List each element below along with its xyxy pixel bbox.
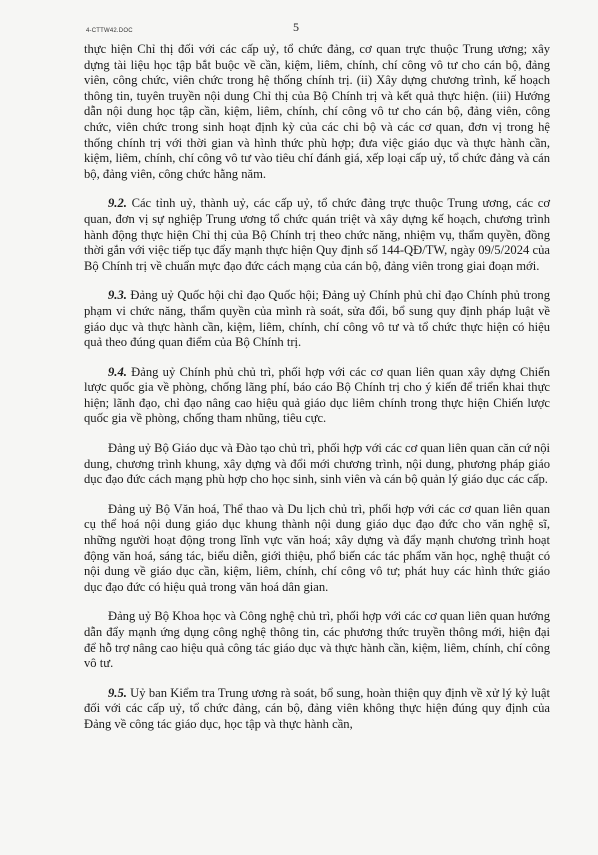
- section-number: 9.4.: [108, 364, 127, 379]
- paragraph-text: Đảng uỷ Bộ Văn hoá, Thể thao và Du lịch chủ trì, phối hợp với các cơ quan liên quan cụ thể hoá nội dung giáo dục khung thành nội dung giáo dục đạo đức cho văn nghệ sĩ, những người hoạt động trong lĩnh vực văn hoá; xây dựng và đẩy mạnh chương trình hoạt động văn hoá, sáng tác, biểu diễn, giới thiệu, phổ biến các tác phẩm văn học, nghệ thuật có nội dung về giáo dục cần, kiệm, liêm, chính, chí công vô tư; phát huy các hình thức giáo dục đạo đức có hiệu quả trong văn hoá dân gian.: [84, 501, 550, 594]
- paragraph: [84, 288, 550, 350]
- paragraph: [84, 365, 550, 427]
- section-number: 9.2.: [108, 196, 127, 211]
- paragraph: [84, 609, 550, 671]
- paragraph: [84, 502, 550, 596]
- section-number: 9.3.: [108, 288, 127, 303]
- paragraph: [84, 441, 550, 488]
- section-number: 9.5.: [108, 685, 127, 700]
- document-body: [84, 42, 550, 747]
- paragraph-text: Uỷ ban Kiểm tra Trung ương rà soát, bổ sung, hoàn thiện quy định về xử lý kỷ luật đối với các cấp uỷ, tổ chức đảng, cán bộ, đảng viên không thực hiện đúng quy định của Đảng về công tác giáo dục, học tập và thực hành cần,: [84, 685, 550, 731]
- page-number: 5: [293, 20, 299, 34]
- paragraph-text: Đảng uỷ Quốc hội chỉ đạo Quốc hội; Đảng uỷ Chính phủ chỉ đạo Chính phủ trong phạm vi chức năng, thẩm quyền của mình rà soát, sửa đổi, bổ sung quy định pháp luật về giáo dục và thực hành cần, kiệm, liêm, chính, chí công vô tư và tổ chức thực hiện có hiệu quả theo đúng quan điểm của Bộ Chính trị.: [84, 288, 550, 350]
- paragraph-text: Đảng uỷ Chính phủ chủ trì, phối hợp với các cơ quan liên quan xây dựng Chiến lược quốc gia về phòng, chống lãng phí, báo cáo Bộ Chính trị cho ý kiến để triển khai thực hiện; lãnh đạo, chỉ đạo nâng cao hiệu quả giáo dục liêm chính trong thực hiện Chiến lược quốc gia về phòng, chống tham nhũng, tiêu cực.: [84, 364, 550, 426]
- document-file-id: 4-CTTW42.DOC: [86, 28, 133, 34]
- paragraph: [84, 686, 550, 733]
- paragraph-text: Các tỉnh uỷ, thành uỷ, các cấp uỷ, tổ chức đảng trực thuộc Trung ương, các cơ quan, đơn vị sự nghiệp Trung ương tổ chức quán triệt và xây dựng kế hoạch, chương trình hành động thực hiện Chỉ thị của Bộ Chính trị theo chức năng, nhiệm vụ, thẩm quyền, đồng thời gắn với việc tiếp tục đẩy mạnh thực hiện Quy định số 144-QĐ/TW, ngày 09/5/2024 của Bộ Chính trị về chuẩn mực đạo đức cách mạng của cán bộ, đảng viên trong giai đoạn mới.: [84, 196, 550, 273]
- paragraph-text: thực hiện Chỉ thị đối với các cấp uỷ, tổ chức đảng, cơ quan trực thuộc Trung ương; xây dựng tài liệu học tập bắt buộc về cần, kiệm, liêm, chính, chí công vô tư cho cán bộ, đảng viên, công chức, viên chức trong hệ thống chính trị. (ii) Xây dựng chương trình, kế hoạch thông tin, tuyên truyền nội dung Chỉ thị của Bộ Chính trị và kết quả thực hiện. (iii) Hướng dẫn nội dung học tập cần, kiệm, liêm, chính, chí công vô tư cho cán bộ, đảng viên, công chức, viên chức trong sinh hoạt định kỳ của các chi bộ và các cơ quan, đơn vị trong hệ thống chính trị với thời gian và hình thức phù hợp; đưa việc giáo dục và thực hành cần, kiệm, liêm, chính, chí công vô tư vào tiêu chí đánh giá, xếp loại cấp uỷ, tổ chức đảng và cán bộ, đảng viên, công chức hằng năm.: [84, 42, 550, 181]
- paragraph-text: Đảng uỷ Bộ Giáo dục và Đào tạo chủ trì, phối hợp với các cơ quan liên quan căn cứ nội dung, chương trình khung, xây dựng và đổi mới chương trình, nội dung, phương pháp giáo dục đạo đức cách mạng phù hợp cho học sinh, sinh viên và cán bộ quản lý giáo dục các cấp.: [84, 441, 550, 487]
- paragraph: [84, 42, 550, 182]
- paragraph: [84, 196, 550, 274]
- paragraph-text: Đảng uỷ Bộ Khoa học và Công nghệ chủ trì, phối hợp với các cơ quan liên quan hướng dẫn đẩy mạnh ứng dụng công nghệ thông tin, các phương thức truyền thông mới, hiện đại để hỗ trợ nâng cao hiệu quả công tác giáo dục và thực hành cần, kiệm, liêm, chính, chí công vô tư.: [84, 609, 550, 671]
